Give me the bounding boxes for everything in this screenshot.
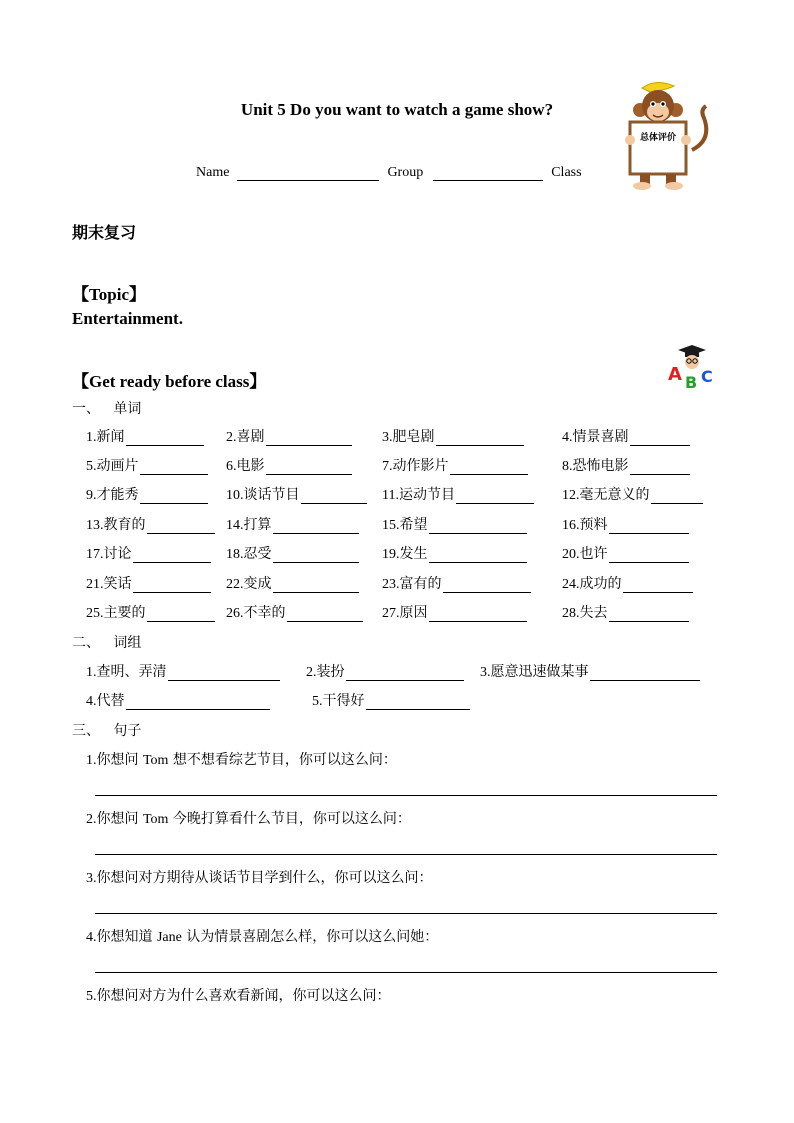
answer-blank[interactable]: [266, 459, 352, 475]
sentence-prompt: [86, 808, 411, 828]
sentence-part-post: 认为情景喜剧怎么样，你可以这么问她：: [181, 929, 439, 945]
phrase-row: [86, 661, 720, 681]
item-prompt: 富有的: [399, 576, 442, 592]
fill-in-item: [226, 602, 363, 622]
fill-in-item: [86, 426, 204, 446]
sentence-prompt: [86, 749, 397, 769]
fill-in-item: [562, 455, 690, 475]
sentence-part-pre: 你想知道: [96, 929, 157, 945]
answer-blank[interactable]: [273, 577, 359, 593]
item-number: 1.: [86, 665, 97, 680]
item-prompt: 谈话节目: [243, 487, 300, 503]
item-number: 2.: [226, 430, 237, 445]
item-number: 2.: [306, 665, 317, 680]
item-number: 6.: [226, 459, 237, 474]
fill-in-item: [86, 602, 215, 622]
item-prompt: 动作影片: [392, 458, 449, 474]
answer-blank[interactable]: [140, 488, 208, 504]
item-number: 11.: [382, 488, 399, 503]
item-number: 5.: [312, 694, 323, 709]
answer-blank[interactable]: [273, 547, 359, 563]
item-number: 22.: [226, 577, 244, 592]
letter-a: A: [668, 364, 682, 385]
sentence-part-n: 3.: [86, 871, 97, 886]
word-row: [86, 426, 720, 446]
item-number: 14.: [226, 518, 244, 533]
fill-in-item: [312, 690, 470, 710]
item-prompt: 也许: [579, 546, 608, 562]
fill-in-item: [226, 455, 352, 475]
item-number: 4.: [562, 430, 573, 445]
answer-blank[interactable]: [147, 606, 215, 622]
answer-line[interactable]: [95, 972, 717, 973]
answer-blank[interactable]: [609, 547, 689, 563]
fill-in-item: [226, 543, 359, 563]
answer-blank[interactable]: [630, 430, 690, 446]
group-blank[interactable]: [433, 164, 543, 181]
sentence-prompt: [86, 926, 438, 946]
fill-in-item: [226, 484, 367, 504]
class-label: Class: [551, 165, 582, 180]
item-prompt: 打算: [243, 517, 272, 533]
word-row: [86, 573, 720, 593]
sentence-part-n: 4.: [86, 930, 97, 945]
section-phrases-label: 二、 词组: [72, 635, 142, 651]
topic-heading: 【Topic】: [72, 285, 147, 304]
word-row: [86, 455, 720, 475]
item-number: 27.: [382, 606, 400, 621]
answer-line[interactable]: [95, 913, 717, 914]
sentence-prompt: [86, 985, 391, 1005]
fill-in-item: [382, 573, 531, 593]
fill-in-item: [562, 602, 689, 622]
sentence-part-n: 1.: [86, 753, 97, 768]
sentence-part-pre: 你想问: [96, 811, 143, 827]
fill-in-item: [562, 426, 690, 446]
item-number: 13.: [86, 518, 104, 533]
fill-in-item: [86, 455, 208, 475]
item-prompt: 动画片: [96, 458, 139, 474]
item-prompt: 愿意迅速做某事: [490, 664, 589, 680]
item-number: 20.: [562, 547, 580, 562]
fill-in-item: [86, 573, 211, 593]
word-row: [86, 484, 720, 504]
item-prompt: 运动节目: [398, 487, 455, 503]
item-number: 16.: [562, 518, 580, 533]
badge-text: 总体评价: [639, 133, 677, 143]
item-prompt: 笑话: [103, 576, 132, 592]
word-row: [86, 543, 720, 563]
item-prompt: 代替: [96, 693, 125, 709]
answer-blank[interactable]: [609, 518, 689, 534]
item-prompt: 电影: [236, 458, 265, 474]
answer-blank[interactable]: [287, 606, 363, 622]
letter-b: B: [685, 373, 698, 392]
item-prompt: 原因: [399, 605, 428, 621]
answer-blank[interactable]: [366, 694, 470, 710]
fill-in-item: [86, 514, 215, 534]
item-prompt: 查明、弄清: [96, 664, 167, 680]
item-prompt: 失去: [579, 605, 608, 621]
fill-in-item: [562, 573, 693, 593]
answer-blank[interactable]: [126, 430, 204, 446]
answer-blank[interactable]: [443, 577, 531, 593]
item-prompt: 教育的: [103, 517, 146, 533]
answer-blank[interactable]: [623, 577, 693, 593]
item-number: 1.: [86, 430, 97, 445]
fill-in-item: [562, 543, 689, 563]
item-prompt: 恐怖电影: [572, 458, 629, 474]
fill-in-item: [382, 514, 527, 534]
item-number: 17.: [86, 547, 104, 562]
answer-blank[interactable]: [450, 459, 528, 475]
item-number: 10.: [226, 488, 244, 503]
student-info-row: [196, 164, 582, 181]
review-title: 期末复习: [72, 223, 137, 242]
answer-blank[interactable]: [630, 459, 690, 475]
answer-blank[interactable]: [429, 547, 527, 563]
word-row: [86, 514, 720, 534]
answer-blank[interactable]: [140, 459, 208, 475]
fill-in-item: [562, 514, 689, 534]
fill-in-item: [226, 573, 359, 593]
item-prompt: 喜剧: [236, 429, 265, 445]
item-prompt: 希望: [399, 517, 428, 533]
answer-blank[interactable]: [429, 518, 527, 534]
fill-in-item: [382, 484, 534, 504]
sentence-part-pre: 你想问对方期待从谈话节目学到什么，你可以这么问：: [96, 870, 433, 886]
worksheet-title: Unit 5 Do you want to watch a game show?: [240, 100, 554, 119]
answer-blank[interactable]: [590, 665, 700, 681]
fill-in-item: [382, 602, 527, 622]
answer-line[interactable]: [95, 854, 717, 855]
item-prompt: 成功的: [579, 576, 622, 592]
answer-blank[interactable]: [273, 518, 359, 534]
item-prompt: 讨论: [103, 546, 132, 562]
item-prompt: 干得好: [322, 693, 365, 709]
item-number: 9.: [86, 488, 97, 503]
item-number: 23.: [382, 577, 400, 592]
abc-graduate-icon: [666, 344, 722, 392]
item-prompt: 发生: [399, 546, 428, 562]
answer-blank[interactable]: [436, 430, 524, 446]
answer-blank[interactable]: [651, 488, 703, 504]
letter-c: C: [701, 367, 713, 386]
sentence-part-en: Tom: [142, 812, 169, 827]
item-prompt: 忍受: [243, 546, 272, 562]
item-prompt: 变成: [243, 576, 272, 592]
answer-blank[interactable]: [133, 547, 211, 563]
item-number: 25.: [86, 606, 104, 621]
item-prompt: 装扮: [316, 664, 345, 680]
item-prompt: 主要的: [103, 605, 146, 621]
monkey-evaluation-icon: [620, 80, 712, 192]
item-number: 21.: [86, 577, 104, 592]
item-prompt: 预料: [579, 517, 608, 533]
fill-in-item: [382, 455, 528, 475]
sentence-part-pre: 你想问: [96, 752, 143, 768]
item-number: 5.: [86, 459, 97, 474]
answer-blank[interactable]: [147, 518, 215, 534]
fill-in-item: [226, 514, 359, 534]
word-row: [86, 602, 720, 622]
item-prompt: 肥皂剧: [392, 429, 435, 445]
item-number: 26.: [226, 606, 244, 621]
item-prompt: 毫无意义的: [579, 487, 650, 503]
fill-in-item: [480, 661, 700, 681]
sentence-part-n: 2.: [86, 812, 97, 827]
item-number: 15.: [382, 518, 400, 533]
group-label: Group: [387, 165, 424, 180]
sentence-part-n: 5.: [86, 989, 97, 1004]
answer-blank[interactable]: [301, 488, 367, 504]
item-prompt: 新闻: [96, 429, 125, 445]
fill-in-item: [86, 484, 208, 504]
item-number: 28.: [562, 606, 580, 621]
item-number: 8.: [562, 459, 573, 474]
answer-blank[interactable]: [133, 577, 211, 593]
sentence-part-en: Jane: [156, 930, 182, 945]
answer-blank[interactable]: [609, 606, 689, 622]
answer-blank[interactable]: [456, 488, 534, 504]
sentence-prompt: [86, 867, 433, 887]
fill-in-item: [86, 543, 211, 563]
item-prompt: 情景喜剧: [572, 429, 629, 445]
item-number: 7.: [382, 459, 393, 474]
fill-in-item: [382, 426, 524, 446]
sentence-part-post: 今晚打算看什么节目，你可以这么问：: [168, 811, 411, 827]
item-number: 3.: [382, 430, 393, 445]
section-sentences-label: 三、 句子: [72, 723, 142, 739]
fill-in-item: [226, 426, 352, 446]
name-label: Name: [196, 165, 230, 180]
item-number: 4.: [86, 694, 97, 709]
item-number: 12.: [562, 488, 580, 503]
answer-blank[interactable]: [266, 430, 352, 446]
fill-in-item: [382, 543, 527, 563]
item-number: 24.: [562, 577, 580, 592]
sentence-part-pre: 你想问对方为什么喜欢看新闻，你可以这么问：: [96, 988, 391, 1004]
topic-text: Entertainment.: [72, 309, 183, 328]
name-blank[interactable]: [237, 164, 379, 181]
sentence-part-en: Tom: [142, 753, 169, 768]
item-prompt: 不幸的: [243, 605, 286, 621]
sentence-part-post: 想不想看综艺节目，你可以这么问：: [168, 752, 397, 768]
fill-in-item: [562, 484, 703, 504]
phrase-row: [86, 690, 720, 710]
item-number: 19.: [382, 547, 400, 562]
answer-blank[interactable]: [429, 606, 527, 622]
prep-heading: 【Get ready before class】: [72, 372, 267, 391]
section-words-label: 一、 单词: [72, 401, 142, 417]
item-number: 3.: [480, 665, 491, 680]
item-number: 18.: [226, 547, 244, 562]
answer-line[interactable]: [95, 795, 717, 796]
item-prompt: 才能秀: [96, 487, 139, 503]
